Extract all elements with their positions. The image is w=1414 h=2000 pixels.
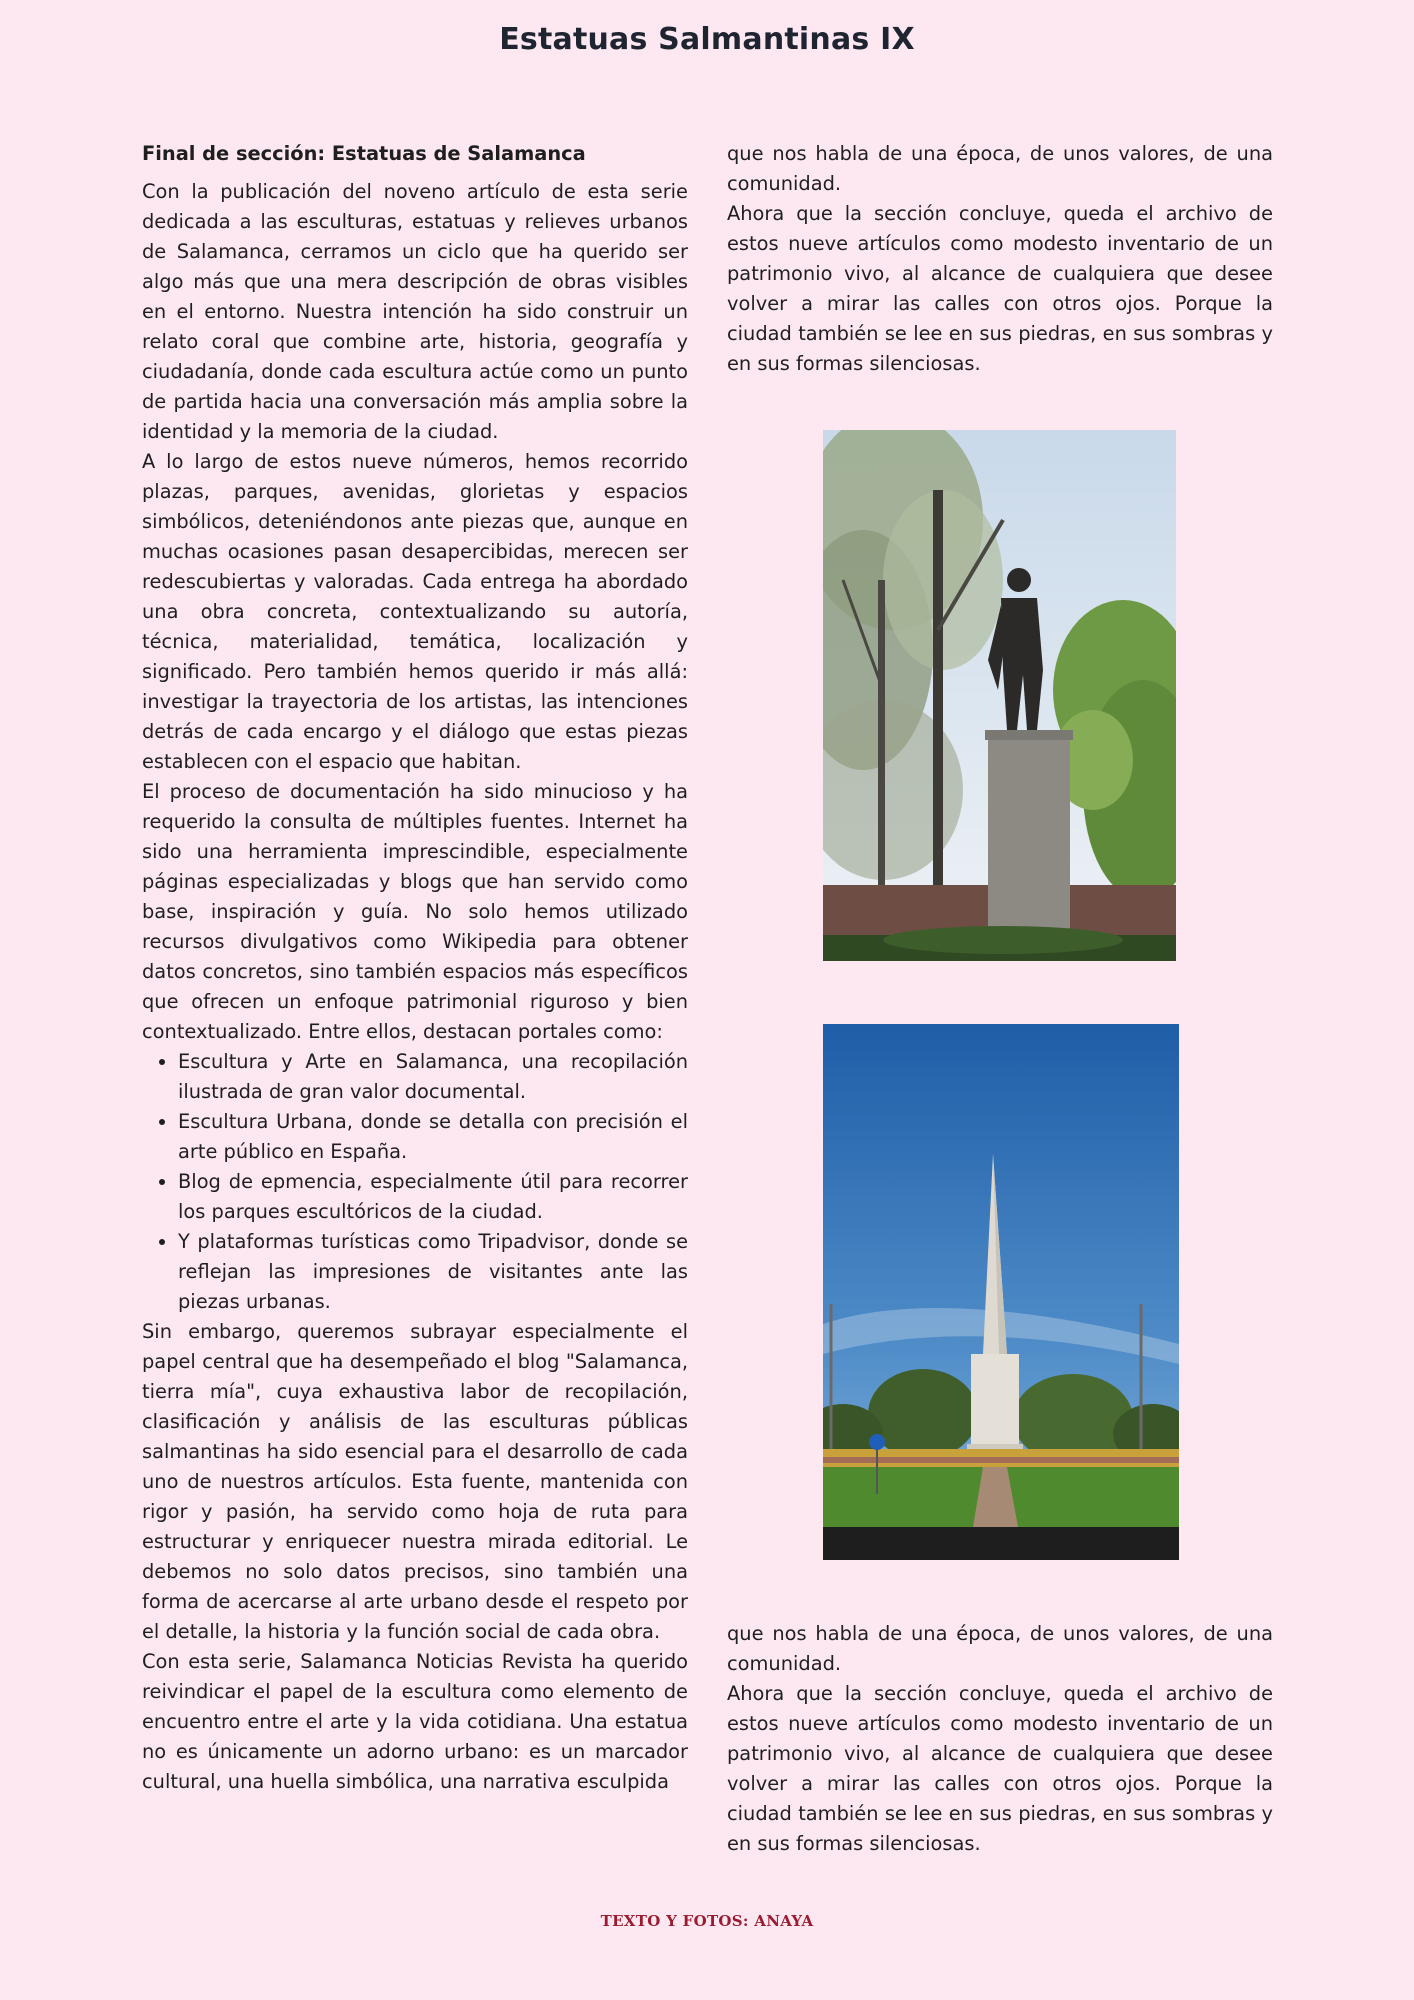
paragraph: Con esta serie, Salamanca Noticias Revista ha querido reivindicar el papel de la escultura como elemento de encuentro entre el arte y la vida cotidiana. Una estatua no es únicamente un adorno urbano: es un marcador cultural, una huella simbólica, una narrativa esculpida <box>142 1650 688 1793</box>
list-item: • Escultura y Arte en Salamanca, una recopilación ilustrada de gran valor documental. <box>178 1047 688 1107</box>
list-item: • Escultura Urbana, donde se detalla con precisión el arte público en España. <box>178 1107 688 1167</box>
right-column-bottom <box>727 1619 1273 1859</box>
left-column <box>142 139 688 1797</box>
list-item: • Y plataformas turísticas como Tripadvisor, donde se reflejan las impresiones de visitantes ante las piezas urbanas. <box>178 1227 688 1317</box>
statue-photo <box>823 430 1176 961</box>
right-column-top <box>727 139 1273 379</box>
paragraph: Con la publicación del noveno artículo de esta serie dedicada a las esculturas, estatuas y relieves urbanos de Salamanca, cerramos un ciclo que ha querido ser algo más que una mera descripción de obras visibles en el entorno. Nuestra intención ha sido construir un relato coral que combine arte, historia, geografía y ciudadanía, donde cada escultura actúe como un punto de partida hacia una conversación más amplia sobre la identidad y la memoria de la ciudad. <box>142 180 688 443</box>
page-title: Estatuas Salmantinas IX <box>499 22 915 57</box>
paragraph: que nos habla de una época, de unos valores, de una comunidad. <box>727 142 1273 195</box>
statue-photo-graphic <box>823 430 1176 961</box>
paragraph: Sin embargo, queremos subrayar especialmente el papel central que ha desempeñado el blog "Salamanca, tierra mía", cuya exhaustiva labor de recopilación, clasificación y análisis de las esculturas públicas salmantinas ha sido esencial para el desarrollo de cada uno de nuestros artículos. Esta fuente, mantenida con rigor y pasión, ha servido como hoja de ruta para estructurar y enriquecer nuestra mirada editorial. Le debemos no solo datos precisos, sino también una forma de acercarse al arte urbano desde el respeto por el detalle, la historia y la función social de cada obra. <box>142 1320 688 1643</box>
paragraph: A lo largo de estos nueve números, hemos recorrido plazas, parques, avenidas, glorietas y espacios simbólicos, deteniéndonos ante piezas que, aunque en muchas ocasiones pasan desapercibidas, merecen ser redescubiertas y valoradas. Cada entrega ha abordado una obra concreta, contextualizando su autoría, técnica, materialidad, temática, localización y significado. Pero también hemos querido ir más allá: investigar la trayectoria de los artistas, las intenciones detrás de cada encargo y el diálogo que estas piezas establecen con el espacio que habitan. <box>142 450 688 773</box>
list-item: • Blog de epmencia, especialmente útil para recorrer los parques escultóricos de la ciudad. <box>178 1167 688 1227</box>
obelisk-photo <box>823 1024 1179 1560</box>
paragraph: Ahora que la sección concluye, queda el archivo de estos nueve artículos como modesto inventario de un patrimonio vivo, al alcance de cualquiera que desee volver a mirar las calles con otros ojos. Porque la ciudad también se lee en sus piedras, en sus sombras y en sus formas silenciosas. <box>727 1682 1273 1855</box>
sources-list <box>142 1047 688 1317</box>
obelisk-photo-graphic <box>823 1024 1179 1560</box>
paragraph: que nos habla de una época, de unos valores, de una comunidad. <box>727 1622 1273 1675</box>
photo-credit: TEXTO Y FOTOS: ANAYA <box>600 1912 814 1930</box>
section-subheading: Final de sección: Estatuas de Salamanca <box>142 142 586 165</box>
paragraph: Ahora que la sección concluye, queda el archivo de estos nueve artículos como modesto inventario de un patrimonio vivo, al alcance de cualquiera que desee volver a mirar las calles con otros ojos. Porque la ciudad también se lee en sus piedras, en sus sombras y en sus formas silenciosas. <box>727 202 1273 375</box>
paragraph: El proceso de documentación ha sido minucioso y ha requerido la consulta de múltiples fuentes. Internet ha sido una herramienta imprescindible, especialmente páginas especializadas y blogs que han servido como base, inspiración y guía. No solo hemos utilizado recursos divulgativos como Wikipedia para obtener datos concretos, sino también espacios más específicos que ofrecen un enfoque patrimonial riguroso y bien contextualizado. Entre ellos, destacan portales como: <box>142 780 688 1043</box>
